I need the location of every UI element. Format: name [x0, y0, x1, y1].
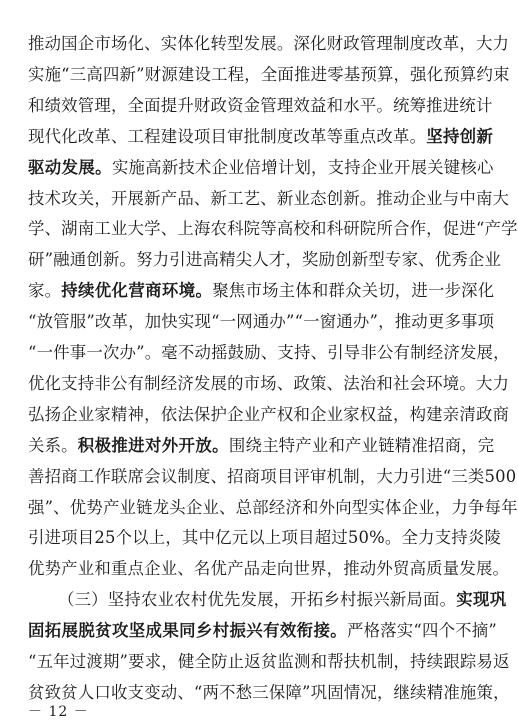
text-line	[28, 219, 518, 239]
text-run: 家。	[28, 281, 62, 301]
text-run: 现代化改革、工程建设项目审批制度改革等重点改革。	[28, 126, 427, 146]
text-run: 优势产业和重点企业、名优产品走向世界，推动外贸高质量发展。	[28, 559, 510, 579]
page-number: － 12 －	[28, 704, 89, 720]
text-run: 善招商工作联席会议制度、招商项目评审机制，大力引进“三类500	[28, 466, 517, 486]
text-run: 优化支持非公有制经济发展的市场、政策、法治和社会环境。大力	[28, 373, 510, 393]
text-line	[28, 497, 518, 518]
text-run: 强”、优势产业链龙头企业、总部经济和外向型实体企业，力争每年	[28, 497, 518, 517]
text-run: 关系。	[28, 435, 78, 455]
text-run: （三）坚持农业农村优先发展，开拓乡村振兴新局面。	[58, 590, 457, 610]
text-line	[28, 528, 502, 548]
text-run: “一件事一次办”。毫不动摇鼓励、支持、引导非公有制经济发展，	[28, 343, 510, 362]
text-run: 实施“三高四新”财源建设工程，全面推进零基预算，强化预算约束	[28, 64, 510, 84]
text-run: 严格落实“四个不摘”	[347, 621, 497, 641]
bold-heading-run: 固拓展脱贫攻坚成果同乡村振兴有效衔接。	[28, 621, 348, 641]
text-run: 弘扬企业家精神，依法保护企业产权和企业家权益，构建亲清政商	[28, 404, 510, 424]
text-run: “五年过渡期”要求，健全防止返贫监测和帮扶机制，持续跟踪易返	[28, 652, 510, 671]
text-line	[28, 34, 510, 54]
text-run: 研”融通创新。努力引进高精尖人才，奖励创新型专家、优秀企业	[28, 250, 502, 270]
text-line	[58, 590, 507, 610]
text-run: 学、湖南工业大学、上海农科院等高校和科研院所合作，促进“产学	[28, 219, 518, 239]
text-run: 实施高新技术企业倍增计划，支持企业开展关键核心	[111, 157, 494, 177]
text-run: 聚焦市场主体和群众关切，进一步深化	[212, 281, 495, 301]
text-run: 引进项目25个以上，其中亿元以上项目超过50%。全力支持炎陵	[28, 528, 502, 548]
text-line	[28, 404, 510, 425]
text-line	[28, 466, 517, 487]
text-line	[28, 559, 510, 579]
text-run: 和绩效管理，全面提升财政资金管理效益和水平。统筹推进统计	[28, 95, 493, 115]
bold-heading-run: 积极推进对外开放。	[77, 435, 229, 455]
text-line	[28, 188, 510, 209]
text-line	[28, 157, 494, 178]
text-run: 推动国企市场化、实体化转型发展。深化财政管理制度改革，大力	[28, 34, 510, 53]
text-line	[28, 250, 502, 270]
text-line	[28, 343, 510, 363]
text-run: “放管服”改革，加快实现“一网通办”“一窗通办”，推动更多事项	[28, 312, 495, 332]
bold-heading-run: 持续优化营商环境。	[61, 281, 213, 301]
text-line	[28, 95, 493, 116]
text-run: 围绕主特产业和产业链精准招商，完	[228, 435, 495, 455]
text-line	[28, 312, 495, 332]
text-line	[28, 373, 510, 394]
text-line	[28, 281, 495, 301]
text-line	[28, 126, 494, 147]
bold-heading-run: 坚持创新	[426, 126, 494, 146]
bold-heading-run: 驱动发展。	[28, 157, 112, 177]
text-run: 技术攻关，开展新产品、新工艺、新业态创新。推动企业与中南大	[28, 188, 510, 208]
text-line	[28, 682, 510, 703]
text-line	[28, 652, 510, 672]
text-line	[28, 621, 497, 641]
text-run: 贫致贫人口收支变动、“两不愁三保障”巩固情况，继续精准施策，	[28, 682, 510, 702]
text-line	[28, 64, 510, 85]
text-line	[28, 435, 495, 456]
bold-heading-run: 实现巩	[456, 590, 507, 610]
